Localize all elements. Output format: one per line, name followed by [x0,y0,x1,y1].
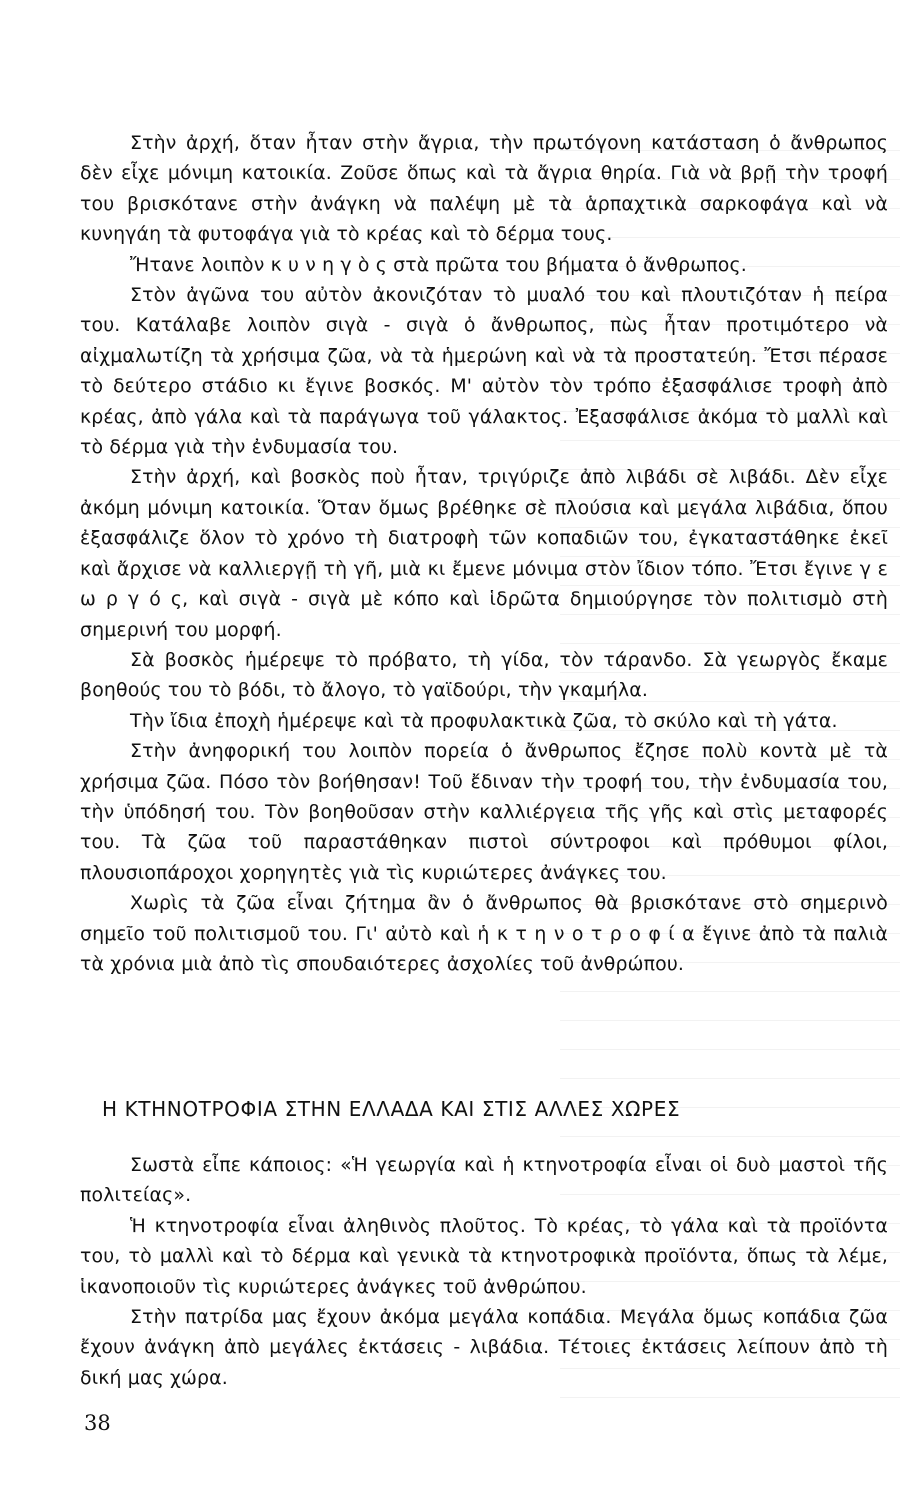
section-paragraph-2: Ἡ κτηνοτροφία εἶναι ἀληθινὸς πλοῦτος. Τὸ κρέας, τὸ γάλα καὶ τὰ προϊόντα του, τὸ μαλλὶ καὶ τὸ δέρμα καὶ γενικὰ τὰ κτηνοτροφικὰ προϊόντα, ὅπως τὰ λέμε, ἱκανοποιοῦν τὶς κυριώτερες ἀνάγκες τοῦ ἀνθρώπου. [80,1214,888,1298]
section-paragraph-1: Σωστὰ εἶπε κάποιος: «Ἡ γεωργία καὶ ἡ κτηνοτροφία εἶναι οἱ δυὸ μαστοὶ τῆς πολιτείας». [80,1154,888,1207]
paragraph-8-part-1: Χωρὶς τὰ ζῶα εἶναι ζήτημα ἂν ὁ ἄνθρωπος θὰ βρισκότανε στὸ σημερινὸ σημεῖο τοῦ πολιτισμοῦ του. Γι' αὐτὸ καὶ ἡ [80,892,888,945]
paragraph-2-suffix: στὰ πρῶτα του βήματα ὁ ἄνθρωπος. [393,253,747,276]
paragraph-8-part-2: ἔγινε ἀπὸ τὰ παλιὰ τὰ χρόνια μιὰ ἀπὸ τὶς σπουδαιότερες ἀσχολίες τοῦ ἀνθρώπου. [80,922,889,975]
main-text-block [80,128,888,979]
spaced-word-hunter: κ υ ν η γ ὸ ς [270,253,387,276]
paragraph-4 [80,462,888,644]
paragraph-7: Στὴν ἀνηφορική του λοιπὸν πορεία ὁ ἄνθρωπος ἔζησε πολὺ κοντὰ μὲ τὰ χρήσιμα ζῶα. Πόσο τὸν βοήθησαν! Τοῦ ἔδιναν τὴν τροφή του, τὴν ἐνδυμασία του, τὴν ὑπόδησή του. Τὸν βοηθοῦσαν στὴν καλλιέργεια τῆς γῆς καὶ στὶς μεταφορές του. Τὰ ζῶα τοῦ παραστάθηκαν πιστοὶ σύντροφοι καὶ πρόθυμοι φίλοι, πλουσιοπάροχοι χορηγητὲς γιὰ τὶς κυριώτερες ἀνάγκες του. [80,740,888,884]
section-paragraph-3: Στὴν πατρίδα μας ἔχουν ἀκόμα μεγάλα κοπάδια. Μεγάλα ὅμως κοπάδια ζῶα ἔχουν ἀνάγκη ἀπὸ μεγάλες ἐκτάσεις - λιβάδια. Τέτοιες ἐκτάσεις λείπουν ἀπὸ τὴ δική μας χώρα. [80,1306,888,1389]
paragraph-6: Τὴν ἴδια ἐποχὴ ἡμέρεψε καὶ τὰ προφυλακτικὰ ζῶα, τὸ σκύλο καὶ τὴ γάτα. [130,709,838,732]
spaced-word-farmer: γ ε ω ρ γ ό ς, [80,557,888,611]
spaced-word-livestock: κ τ η ν ο τ ρ ο φ ί α [496,922,695,945]
paragraph-5: Σὰ βοσκὸς ἡμέρεψε τὸ πρόβατο, τὴ γίδα, τὸν τάρανδο. Σὰ γεωργὸς ἔκαμε βοηθούς του τὸ βόδι, τὸ ἄλογο, τὸ γαϊδούρι, τὴν γκαμήλα. [80,648,888,702]
section-text-block [80,1150,888,1393]
paragraph-1: Στὴν ἀρχή, ὅταν ἦταν στὴν ἄγρια, τὴν πρωτόγονη κατάσταση ὁ ἄνθρωπος δὲν εἶχε μόνιμη κατοικία. Ζοῦσε ὅπως καὶ τὰ ἄγρια θηρία. Γιὰ νὰ βρῇ τὴν τροφή του βρισκότανε στὴν ἀνάγκη νὰ παλέψη μὲ τὰ ἁρπαχτικὰ σαρκοφάγα καὶ νὰ κυνηγάη τὰ φυτοφάγα γιὰ τὸ κρέας καὶ τὸ δέρμα τους. [80,132,888,246]
section-heading: Η ΚΤΗΝΟΤΡΟΦΙΑ ΣΤΗΝ ΕΛΛΑΔΑ ΚΑΙ ΣΤΙΣ ΑΛΛΕΣ ΧΩΡΕΣ [102,1097,681,1121]
paragraph-2 [80,250,888,280]
paragraph-2-prefix: Ἤτανε λοιπὸν [130,253,265,276]
paragraph-3: Στὸν ἀγῶνα του αὐτὸν ἀκονιζόταν τὸ μυαλό του καὶ πλουτιζόταν ἡ πείρα του. Κατάλαβε λοιπὸν σιγὰ - σιγὰ ὁ ἄνθρωπος, πὼς ἦταν προτιμότερο νὰ αἰχμαλωτίζη τὰ χρήσιμα ζῶα, νὰ τὰ ἡμερώνη καὶ νὰ τὰ προστατεύη. Ἔτσι πέρασε τὸ δεύτερο στάδιο κι ἔγινε βοσκός. Μ' αὐτὸν τὸν τρόπο ἐξασφάλισε τροφὴ ἀπὸ κρέας, ἀπὸ γάλα καὶ τὰ παράγωγα τοῦ γάλακτος. Ἐξασφάλισε ἀκόμα τὸ μαλλὶ καὶ τὸ δέρμα γιὰ τὴν ἐνδυμασία του. [80,284,888,459]
page-number: 38 [84,1411,111,1435]
paragraph-4-part-1: Στὴν ἀρχή, καὶ βοσκὸς ποὺ ἦταν, τριγύριζε ἀπὸ λιβάδι σὲ λιβάδι. Δὲν εἶχε ἀκόμη μόνιμη κατοικία. Ὅταν ὅμως βρέθηκε σὲ πλούσια καὶ μεγάλα λιβάδια, ὅπου ἐξασφάλιζε ὅλον τὸ χρόνο τὴ διατροφὴ τῶν κοπαδιῶν του, ἐγκαταστάθηκε ἐκεῖ καὶ ἄρχισε νὰ καλλιεργῇ τὴ γῆ, μιὰ κι ἔμενε μόνιμα στὸν ἴδιον τόπο. Ἔτσι ἔγινε [80,466,888,580]
paragraph-8 [80,888,888,979]
paragraph-4-part-2: καὶ σιγὰ - σιγὰ μὲ κόπο καὶ ἱδρῶτα δημιούργησε τὸν πολιτισμὸ στὴ σημερινή του μορφή. [80,588,888,641]
